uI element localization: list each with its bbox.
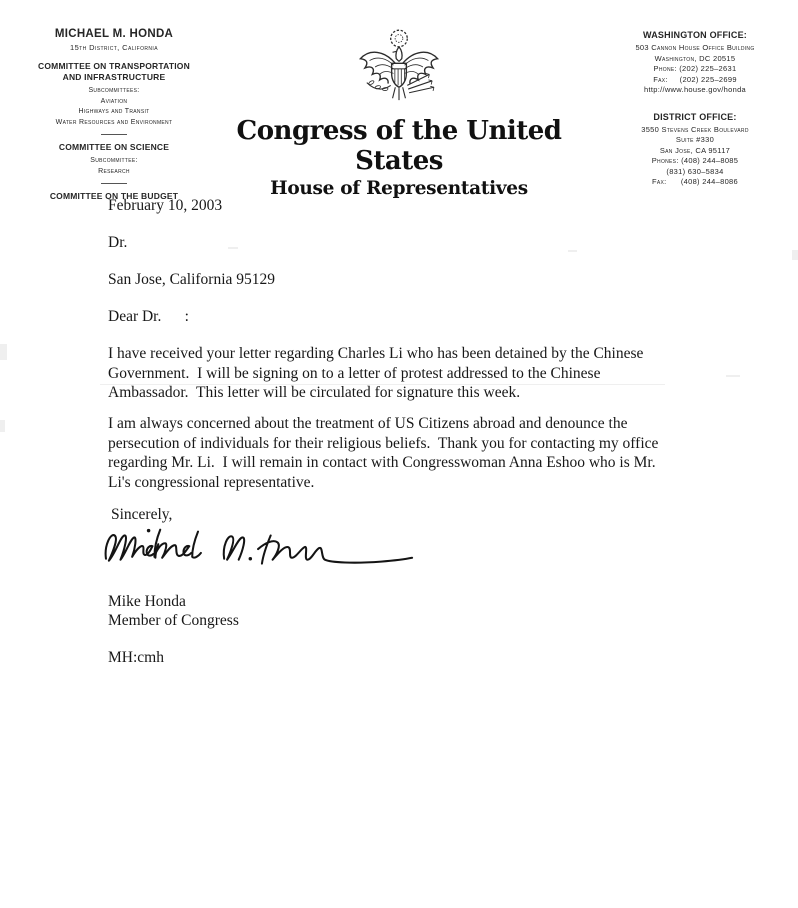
paragraph-line: I have received your letter regarding Charles Li who has been detained by the Chinese [108,345,644,362]
letterhead-right [604,30,786,188]
paragraph-line: Li's congressional representative. [108,473,315,491]
signature-ink-icon [100,520,420,582]
paragraph-line: I am always concerned about the treatment of US Citizens abroad and denounce the [108,415,628,432]
washington-address-line: 503 Cannon House Office Building [635,43,755,52]
subcommittee-water: Water Resources and Environment [55,118,173,126]
paragraph-2 [108,414,658,492]
scan-artifact [100,384,665,385]
subcommittee-highways: Highways and Transit [78,108,150,115]
reference-initials: MH:cmh [108,649,164,666]
committee-transportation-line2: AND INFRASTRUCTURE [62,72,166,82]
divider [101,183,127,184]
washington-phone-line: Phone: (202) 225–2631 [653,64,737,73]
district-address-line: Suite #330 [675,135,715,144]
paragraph-line: Ambassador. This letter will be circulated for signature this week. [108,384,521,401]
district-address-line: San Jose, CA 95117 [659,145,731,155]
letterhead-left [28,28,200,202]
district-phone-line: (831) 630–5834 [666,166,724,176]
paragraph-line: Government. I will be signing on to a letter of protest addressed to the Chinese [108,364,601,382]
washington-office-title: WASHINGTON OFFICE: [643,30,747,40]
signer-title: Member of Congress [108,612,239,629]
us-great-seal-eagle-icon [353,26,445,108]
district-address-line: 3550 Stevens Creek Boulevard [641,124,749,134]
scan-artifact [0,420,5,432]
scan-artifact [568,250,577,252]
committee-transportation-line1: COMMITTEE ON TRANSPORTATION [38,61,190,71]
salutation: Dear Dr. : [108,308,189,325]
district-fax-line: Fax: (408) 244–8086 [652,177,738,186]
letterhead-center [229,26,569,199]
committee-science: COMMITTEE ON SCIENCE [58,142,170,152]
scan-artifact [0,344,7,360]
paragraph-line: persecution of individuals for their religious beliefs. Thank you for contacting my office [108,434,659,452]
closing: Sincerely, [111,506,173,523]
congress-title: Congress of the United States [236,116,562,176]
paragraph-line: regarding Mr. Li. I will remain in contact with Congresswoman Anna Eshoo who is Mr. [108,454,656,471]
washington-address-line: Washington, DC 20515 [654,53,736,63]
subcommittee-label: Subcommittee: [90,157,138,164]
subcommittee-research: Research [98,167,130,175]
subcommittee-aviation: Aviation [100,97,128,105]
scan-artifact [726,375,740,377]
recipient-name: Dr. [108,234,128,251]
letter-date: February 10, 2003 [108,197,223,214]
signer-name: Mike Honda [108,593,186,610]
washington-fax-line: Fax: (202) 225–2699 [653,74,737,84]
house-title: House of Representatives [270,178,528,199]
scan-artifact [792,250,798,260]
divider [101,134,127,135]
district-line: 15th District, California [70,43,158,52]
signature [100,520,420,587]
district-office-title: DISTRICT OFFICE: [653,111,737,122]
district-phone-line: Phones: (408) 244–8085 [651,156,739,165]
member-name: MICHAEL M. HONDA [54,28,174,40]
paragraph-1 [108,344,643,403]
scan-artifact [228,247,238,249]
recipient-city: San Jose, California 95129 [108,271,276,288]
website-url: http://www.house.gov/honda [643,85,747,94]
subcommittees-label: Subcommittees: [88,87,140,94]
committee-budget: COMMITTEE ON THE BUDGET [49,191,179,201]
